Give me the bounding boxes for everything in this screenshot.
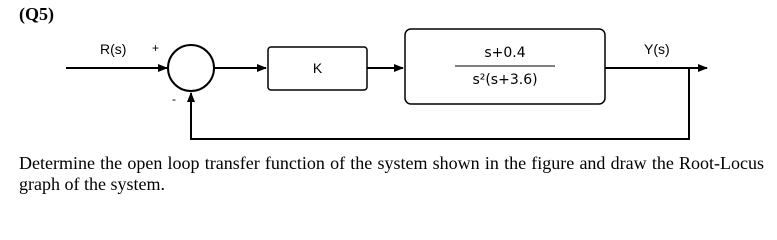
- question-text: Determine the open loop transfer function of the system shown in the figure and draw the Root-Locus graph of the system.: [19, 153, 764, 194]
- plant-numerator: s+0.4: [484, 45, 526, 61]
- input-label: R(s): [100, 41, 127, 57]
- sum-minus-sign: -: [172, 92, 176, 106]
- summing-junction: [168, 45, 214, 91]
- gain-block-label: K: [312, 60, 323, 76]
- plant-denominator: s²(s+3.6): [472, 72, 538, 88]
- question-number: (Q5): [19, 4, 54, 24]
- sum-plus-sign: +: [152, 41, 160, 55]
- output-label: Y(s): [644, 41, 670, 57]
